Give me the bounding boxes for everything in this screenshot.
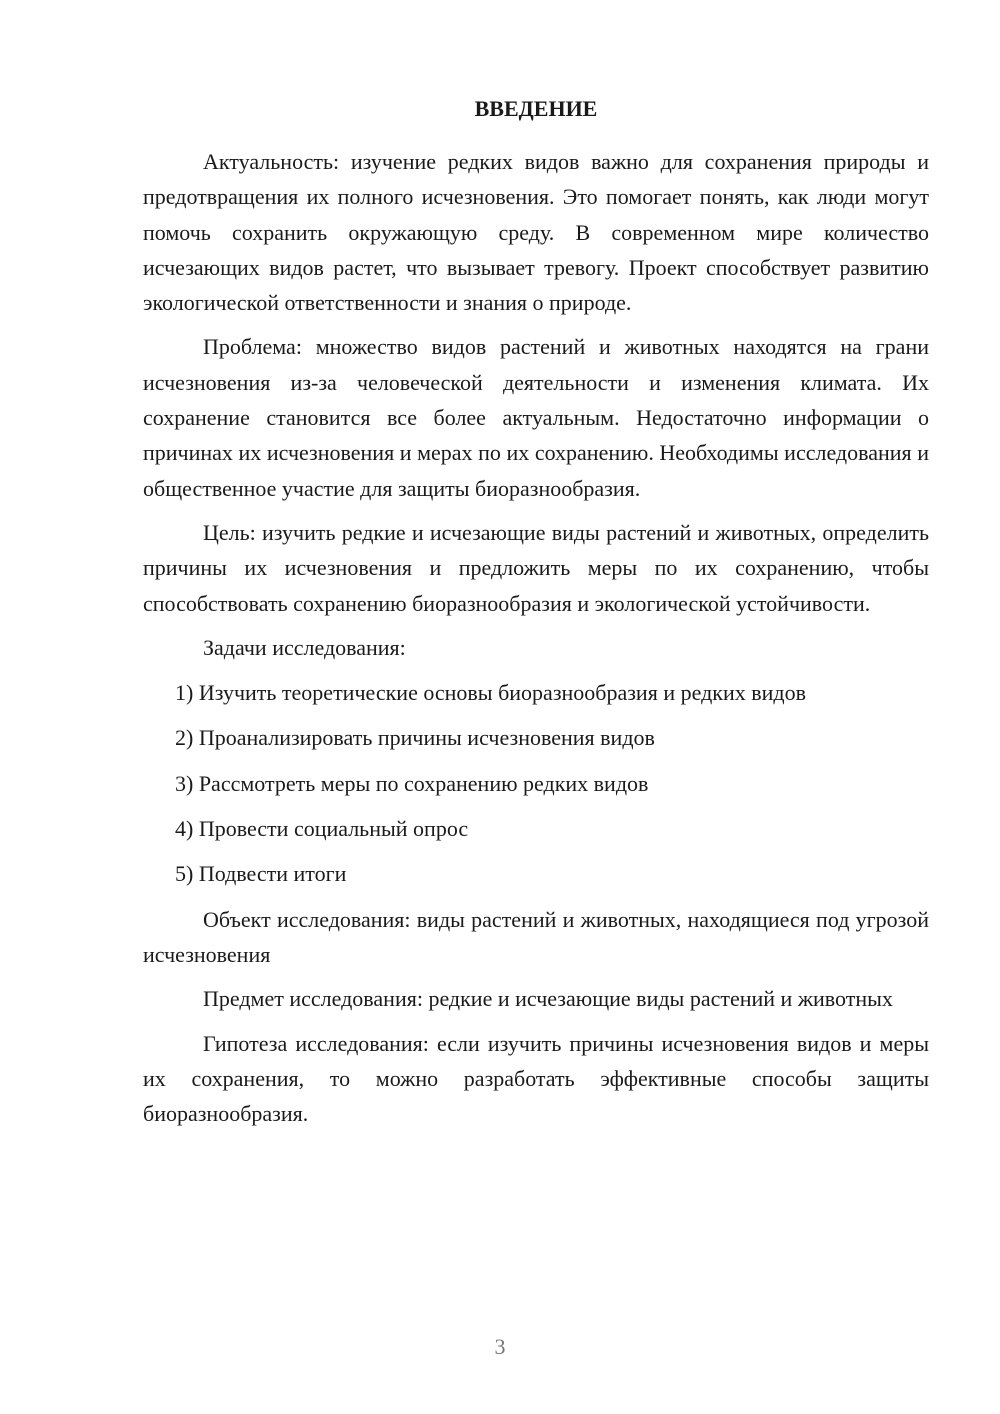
task-item: 2) Проанализировать причины исчезновения видов — [175, 725, 655, 751]
tasks-list — [143, 675, 929, 891]
task-item: 3) Рассмотреть меры по сохранению редких видов — [175, 770, 649, 796]
paragraph-problem: Проблема: множество видов растений и животных находятся на грани исчезновения из-за человеческой деятельности и изменения климата. Их сохранение становится все более актуальным. Недостаточно информации о причинах их исчезновения и мерах по их сохранению. Необходимы исследования и общественное участие для защиты биоразнообразия. — [143, 334, 929, 501]
paragraph-goal: Цель: изучить редкие и исчезающие виды растений и животных, определить причины их исчезновения и предложить меры по их сохранению, чтобы способствовать сохранению биоразнообразия и экологической устойчивости. — [143, 519, 929, 616]
page-number: 3 — [494, 1334, 506, 1359]
paragraph-relevance: Актуальность: изучение редких видов важно для сохранения природы и предотвращения их полного исчезновения. Это помогает понять, как люди могут помочь сохранить окружающую среду. В современном мире количество исчезающих видов растет, что вызывает тревогу. Проект способствует развитию экологической ответственности и знания о природе. — [143, 149, 929, 316]
task-item: 4) Провести социальный опрос — [175, 816, 469, 842]
section-heading: ВВЕДЕНИЕ — [474, 96, 598, 121]
document-page — [143, 94, 929, 1140]
paragraph-hypothesis: Гипотеза исследования: если изучить причины исчезновения видов и меры их сохранения, то можно разработать эффективные способы защиты биоразнообразия. — [143, 1030, 929, 1127]
paragraph-object: Объект исследования: виды растений и животных, находящиеся под угрозой исчезновения — [143, 906, 929, 967]
task-item: 5) Подвести итоги — [175, 861, 347, 887]
task-item: 1) Изучить теоретические основы биоразнообразия и редких видов — [175, 680, 806, 706]
tasks-title: Задачи исследования: — [203, 634, 406, 660]
paragraph-subject: Предмет исследования: редкие и исчезающие виды растений и животных — [203, 986, 893, 1012]
